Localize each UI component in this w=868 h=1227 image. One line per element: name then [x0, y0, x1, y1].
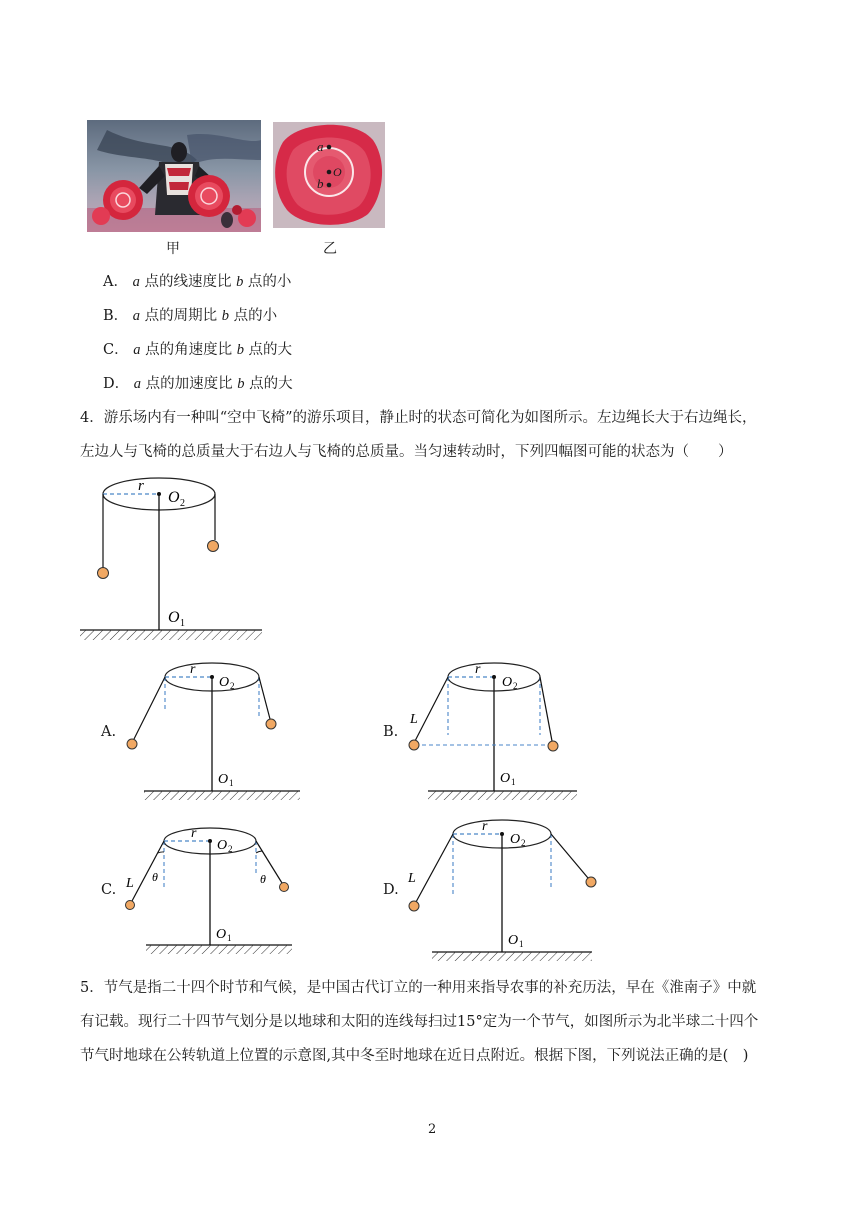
- svg-text:L: L: [410, 712, 418, 727]
- svg-text:2: 2: [230, 681, 235, 691]
- label-r: r: [138, 478, 144, 494]
- svg-text:O: O: [216, 927, 227, 942]
- svg-text:r: r: [482, 819, 488, 834]
- svg-text:r: r: [191, 826, 197, 841]
- inset-label-a: a: [317, 139, 324, 154]
- svg-text:2: 2: [513, 681, 518, 691]
- svg-text:O: O: [502, 675, 513, 690]
- q4-option-c-label[interactable]: C.: [101, 882, 117, 898]
- svg-text:O: O: [218, 772, 229, 787]
- q3-option-a[interactable]: A． a 点的线速度比 b 点的小: [103, 274, 292, 290]
- svg-text:1: 1: [519, 939, 524, 949]
- label-o1: O: [168, 609, 180, 626]
- q4-option-c-diagram[interactable]: [120, 815, 310, 965]
- svg-text:2: 2: [228, 844, 233, 854]
- q4-stem-line2: 左边人与飞椅的总质量大于右边人与飞椅的总质量。当匀速转动时，下列四幅图可能的状态为（ ）: [80, 444, 733, 460]
- q4-option-a-label[interactable]: A.: [101, 724, 117, 740]
- svg-text:r: r: [190, 662, 196, 677]
- svg-text:O: O: [500, 771, 511, 786]
- diagram-static: [76, 470, 266, 642]
- svg-text:1: 1: [511, 777, 516, 787]
- q4-stem-line1: 4．游乐场内有一种叫“空中飞椅”的游乐项目，静止时的状态可简化为如图所示。左边绳长大于右边绳长，: [80, 410, 757, 426]
- q3-option-b[interactable]: B． a 点的周期比 b 点的小: [103, 308, 278, 324]
- q4-option-d-diagram[interactable]: [402, 810, 602, 970]
- q4-option-d-label[interactable]: D.: [383, 882, 399, 898]
- label-o2-sub: 2: [180, 498, 185, 509]
- caption-yi: 乙: [323, 241, 337, 257]
- caption-jia: 甲: [166, 241, 180, 257]
- svg-text:O: O: [219, 675, 230, 690]
- page-number: 2: [428, 1122, 437, 1137]
- q4-option-b-diagram[interactable]: [402, 655, 592, 805]
- svg-text:1: 1: [229, 778, 234, 788]
- svg-text:θ: θ: [260, 872, 266, 886]
- svg-text:O: O: [508, 933, 519, 948]
- photo-performer: [87, 120, 261, 232]
- svg-text:2: 2: [521, 838, 526, 848]
- q4-option-b-label[interactable]: B.: [383, 724, 399, 740]
- inset-label-b: b: [317, 176, 324, 191]
- inset-label-center: O: [333, 165, 342, 179]
- label-o2: O: [168, 489, 180, 506]
- q5-stem-line1: 5．节气是指二十四个时节和气候，是中国古代订立的一种用来指导农事的补充历法，早在《淮南子》中就: [80, 980, 757, 996]
- svg-text:θ: θ: [152, 870, 158, 884]
- svg-text:1: 1: [227, 933, 232, 943]
- svg-text:L: L: [126, 876, 134, 891]
- svg-text:O: O: [510, 832, 521, 847]
- photo-spinning-hat: [273, 122, 385, 228]
- label-o1-sub: 1: [180, 618, 185, 629]
- q3-option-d[interactable]: D． a 点的加速度比 b 点的大: [103, 376, 293, 392]
- svg-text:r: r: [475, 662, 481, 677]
- svg-text:L: L: [408, 871, 416, 886]
- svg-text:O: O: [217, 838, 228, 853]
- q5-stem-line3: 节气时地球在公转轨道上位置的示意图,其中冬至时地球在近日点附近。根据下图，下列说法正确的是( ): [80, 1048, 749, 1064]
- q4-option-a-diagram[interactable]: [120, 655, 310, 805]
- q3-option-c[interactable]: C． a 点的角速度比 b 点的大: [103, 342, 293, 358]
- q5-stem-line2: 有记载。现行二十四节气划分是以地球和太阳的连线每扫过15°定为一个节气，如图所示为北半球二十四个: [80, 1014, 759, 1030]
